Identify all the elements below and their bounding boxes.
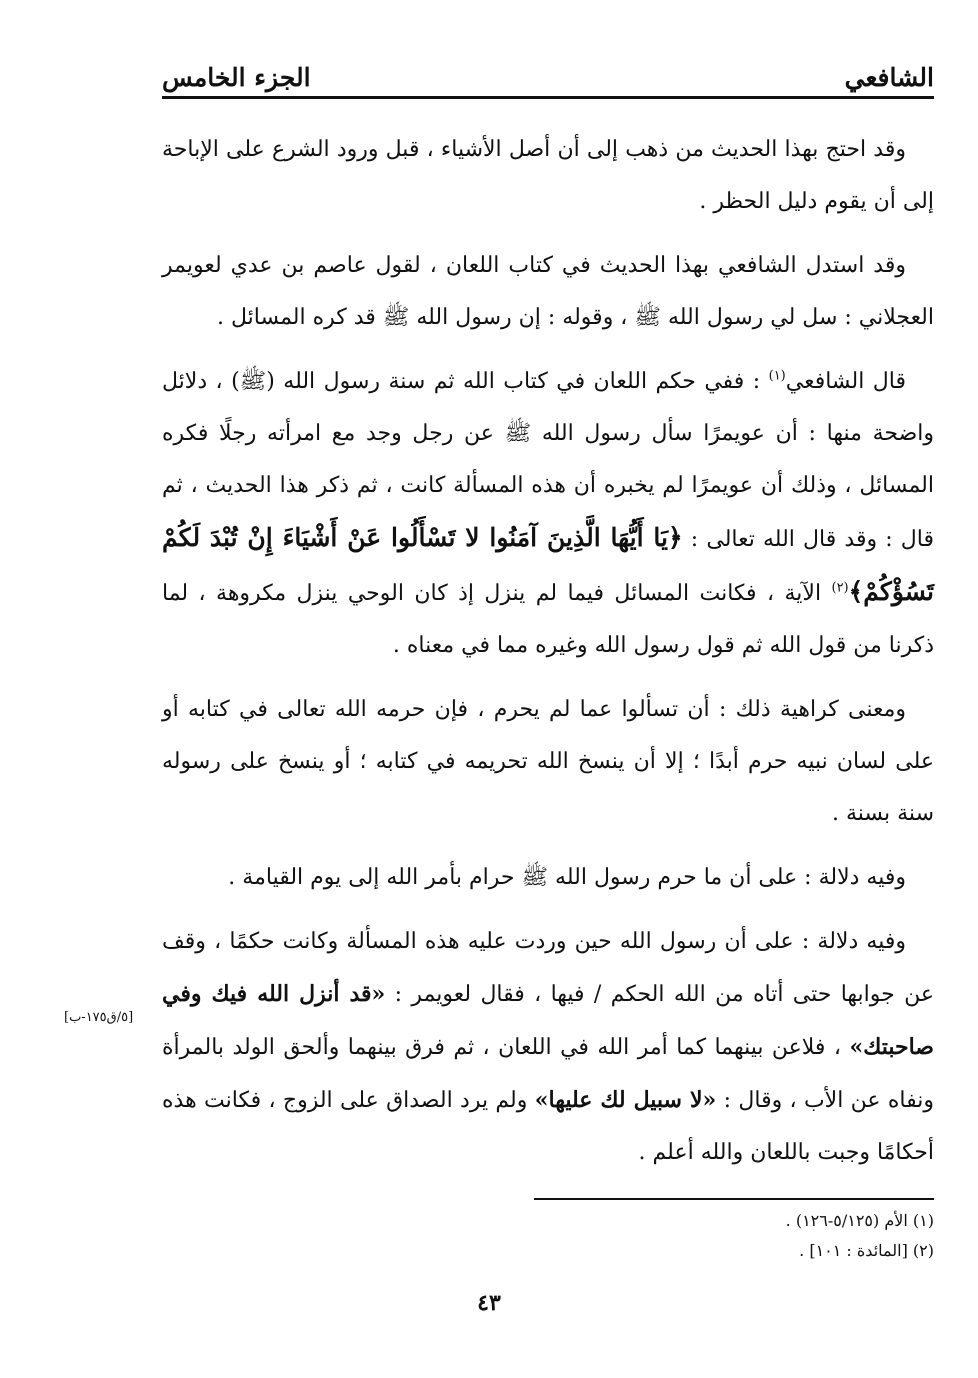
header-divider (162, 96, 934, 99)
paragraph-3-text-c: الآية ، فكانت المسائل فيما لم ينزل إذ كان الوحي ينزل مكروهة ، لما ذكرنا من قول الله ثم قول رسول الله وغيره مما في معناه . (162, 581, 934, 658)
footnote-ref-1: (١) (768, 368, 786, 384)
paragraph-2: وقد استدل الشافعي بهذا الحديث في كتاب اللعان ، لقول عاصم بن عدي لعويمر العجلاني : سل لي رسول الله ﷺ ، وقوله : إن رسول الله ﷺ قد كره المسائل . (162, 253, 934, 330)
paragraph-6-text-b: ، فلاعن بينهما كما أمر الله في اللعان ، ثم فرق بينهما وألحق الولد بالمرأة ونفاه عن الأب ، وقال : (162, 1035, 934, 1113)
paragraph-3 (162, 356, 934, 672)
header-book-title: الشافعي (844, 63, 934, 92)
footnotes (174, 1206, 934, 1266)
hadith-quote-1: «قد أنزل الله فيك وفي صاحبتك» (162, 981, 934, 1060)
footnote-divider (534, 1198, 934, 1200)
paragraph-3-text-b: : ففي حكم اللعان في كتاب الله ثم سنة رسول الله (ﷺ) ، دلائل واضحة منها : أن عويمرًا سأل رسول الله ﷺ عن رجل وجد مع امرأته رجلًا فكره المسائل ، وذلك أن عويمرًا لم يخبره أن هذه المسألة كانت ، ثم ذكر هذا الحديث ، ثم قال : وقد قال الله تعالى : (162, 369, 934, 552)
paragraph-4: ومعنى كراهية ذلك : أن تسألوا عما لم يحرم ، فإن حرمه الله تعالى في كتابه أو على لسان نبيه حرم أبدًا ؛ إلا أن ينسخ الله تحريمه في كتابه ؛ أو ينسخ على رسوله سنة بسنة . (162, 697, 934, 826)
footnote-ref-2: (٢) (831, 580, 849, 596)
manuscript-folio-note: [٥/ق١٧٥-ب] (64, 1010, 134, 1025)
header-volume-title: الجزء الخامس (162, 63, 311, 92)
main-text (162, 124, 934, 1191)
hadith-quote-2: «لا سبيل لك عليها» (534, 1087, 717, 1113)
footnote-1: (١) الأم (٥/١٢٥-١٢٦) . (785, 1211, 934, 1230)
page-number: ٤٣ (477, 1290, 501, 1316)
paragraph-3-text-a: قال الشافعي (785, 369, 906, 394)
paragraph-6 (162, 916, 934, 1179)
paragraph-6-text-a: وفيه دلالة : على أن رسول الله حين وردت عليه هذه المسألة وكانت حكمًا ، وقف عن جوابها حتى أتاه من الله الحكم / فيها ، فقال لعويمر : (162, 929, 934, 1007)
paragraph-5: وفيه دلالة : على أن ما حرم رسول الله ﷺ حرام بأمر الله إلى يوم القيامة . (228, 865, 906, 890)
footnote-2: (٢) [المائدة : ١٠١] . (799, 1241, 934, 1260)
quran-verse: ﴿يَا أَيُّهَا الَّذِينَ آمَنُوا لا تَسْأَلُوا عَنْ أَشْيَاءَ إِنْ تُبْدَ لَكُمْ تَسُؤْكُمْ﴾ (162, 523, 934, 606)
running-header (162, 52, 934, 92)
paragraph-1: وقد احتج بهذا الحديث من ذهب إلى أن أصل الأشياء ، قبل ورود الشرع على الإباحة إلى أن يقوم دليل الحظر . (162, 137, 934, 214)
paragraph-6-text-c: ولم يرد الصداق على الزوج ، فكانت هذه أحكامًا وجبت باللعان والله أعلم . (162, 1088, 934, 1165)
